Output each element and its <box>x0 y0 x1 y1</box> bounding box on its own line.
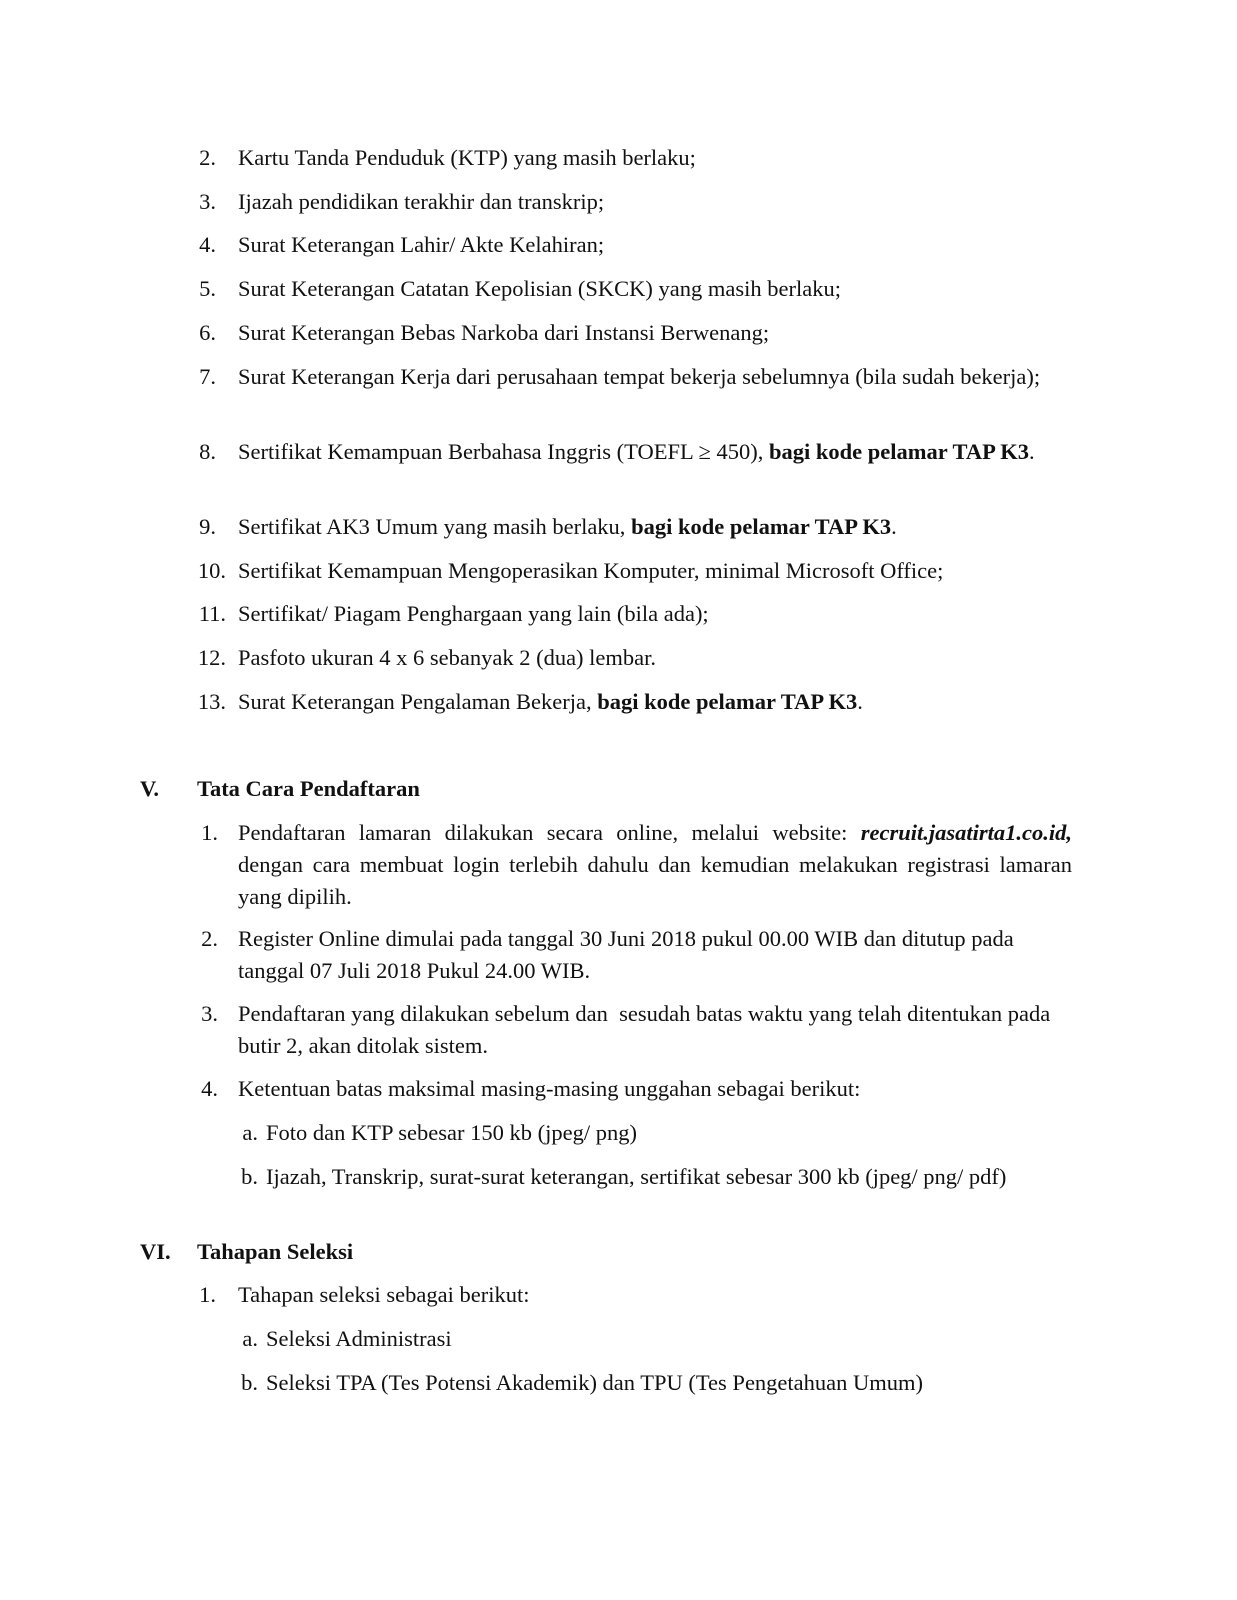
list-number: 10. <box>197 558 226 583</box>
list-text: Kartu Tanda Penduduk (KTP) yang masih berlaku; <box>238 145 696 170</box>
list-number: 4. <box>199 232 216 257</box>
section-title: Tahapan Seleksi <box>197 1239 354 1264</box>
list-number: 13. <box>197 689 226 714</box>
sub-list-text: Ijazah, Transkrip, surat-surat keterangan, sertifikat sebesar 300 kb (jpeg/ png/ pdf) <box>266 1164 1007 1189</box>
list-text: Sertifikat/ Piagam Penghargaan yang lain (bila ada); <box>238 601 709 626</box>
list-number: 8. <box>199 439 216 464</box>
applicant-code-note: bagi kode pelamar TAP K3 <box>597 689 858 714</box>
list-number: 12. <box>197 645 226 670</box>
list-text: Pendaftaran lamaran dilakukan secara online, melalui website: recruit.jasatirta1.co.id, dengan cara membuat login terlebih dahulu dan kemudian melakukan registrasi lamaran yang dipilih. <box>238 820 1072 909</box>
list-text: Pasfoto ukuran 4 x 6 sebanyak 2 (dua) lembar. <box>238 645 657 670</box>
applicant-code-note: bagi kode pelamar TAP K3 <box>768 439 1030 464</box>
list-text: Sertifikat Kemampuan Berbahasa Inggris (TOEFL ≥ 450), bagi kode pelamar TAP K3. <box>238 439 1035 464</box>
sub-list-letter: b. <box>241 1370 258 1395</box>
list-number: 11. <box>198 601 226 626</box>
sub-list-text: Foto dan KTP sebesar 150 kb (jpeg/ png) <box>266 1120 637 1145</box>
list-number: 2. <box>199 145 216 170</box>
list-number: 1. <box>201 820 218 845</box>
sub-list-letter: a. <box>242 1120 258 1145</box>
section-title: Tata Cara Pendaftaran <box>197 776 420 801</box>
list-number: 4. <box>201 1076 218 1101</box>
list-number: 3. <box>199 189 216 214</box>
website-link[interactable]: recruit.jasatirta1.co.id, <box>860 820 1072 845</box>
list-number: 2. <box>201 926 218 951</box>
sub-list-letter: b. <box>241 1164 258 1189</box>
sub-list-text: Seleksi Administrasi <box>266 1326 452 1351</box>
list-number: 1. <box>199 1282 216 1307</box>
list-text: Pendaftaran yang dilakukan sebelum dan sesudah batas waktu yang telah ditentukan pada butir 2, akan ditolak sistem. <box>238 1001 1056 1058</box>
list-text: Surat Keterangan Bebas Narkoba dari Instansi Berwenang; <box>238 320 770 345</box>
list-text: Sertifikat AK3 Umum yang masih berlaku, bagi kode pelamar TAP K3. <box>238 514 897 539</box>
applicant-code-note: bagi kode pelamar TAP K3 <box>631 514 892 539</box>
list-text: Ijazah pendidikan terakhir dan transkrip; <box>238 189 605 214</box>
list-text: Sertifikat Kemampuan Mengoperasikan Komputer, minimal Microsoft Office; <box>238 558 944 583</box>
list-text: Surat Keterangan Pengalaman Bekerja, bagi kode pelamar TAP K3. <box>238 689 863 714</box>
list-number: 7. <box>199 364 216 389</box>
list-text: Surat Keterangan Lahir/ Akte Kelahiran; <box>238 232 605 257</box>
list-number: 9. <box>199 514 216 539</box>
list-number: 6. <box>199 320 216 345</box>
list-text: Ketentuan batas maksimal masing-masing unggahan sebagai berikut: <box>238 1076 861 1101</box>
section-number: V. <box>140 776 159 801</box>
sub-list-letter: a. <box>242 1326 258 1351</box>
list-text: Register Online dimulai pada tanggal 30 Juni 2018 pukul 00.00 WIB dan ditutup pada tanggal 07 Juli 2018 Pukul 24.00 WIB. <box>238 926 1014 983</box>
list-text: Surat Keterangan Kerja dari perusahaan tempat bekerja sebelumnya (bila sudah bekerja); <box>238 364 1041 389</box>
list-number: 3. <box>201 1001 218 1026</box>
list-text: Surat Keterangan Catatan Kepolisian (SKCK) yang masih berlaku; <box>238 276 841 301</box>
list-text: Tahapan seleksi sebagai berikut: <box>238 1282 530 1307</box>
section-number: VI. <box>140 1239 171 1264</box>
list-number: 5. <box>199 276 216 301</box>
sub-list-text: Seleksi TPA (Tes Potensi Akademik) dan TPU (Tes Pengetahuan Umum) <box>266 1370 924 1395</box>
